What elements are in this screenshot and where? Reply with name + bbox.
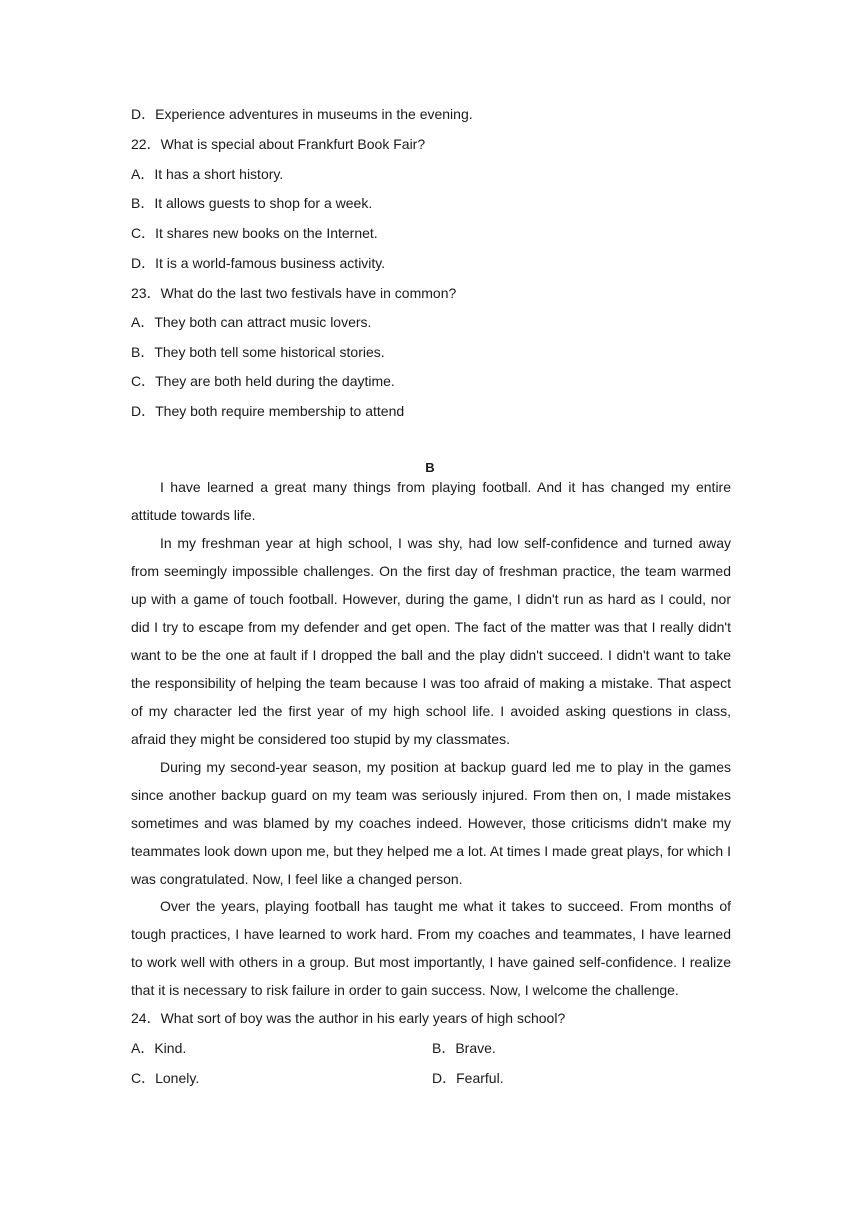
section-heading: B: [425, 460, 435, 475]
question-23: 23．What do the last two festivals have in common?: [131, 285, 457, 301]
option-22b: B．It allows guests to shop for a week.: [131, 195, 373, 211]
option-23b: B．They both tell some historical stories.: [131, 344, 385, 360]
option-23a: A．They both can attract music lovers.: [131, 314, 372, 330]
option-24c: C．Lonely.: [131, 1070, 200, 1086]
option-23d: D．They both require membership to attend: [131, 403, 405, 419]
option-23c: C．They are both held during the daytime.: [131, 373, 395, 389]
option-21d: D．Experience adventures in museums in the evening.: [131, 106, 473, 122]
option-22c: C．It shares new books on the Internet.: [131, 225, 378, 241]
option-24d: D．Fearful.: [432, 1070, 504, 1086]
passage-paragraph: In my freshman year at high school, I was shy, had low self-confidence and turned away from seemingly impossible challenges. On the first day of freshman practice, the team warmed up with a game of touch football. However, during the game, I didn't run as hard as I could, nor did I try to escape from my defender and get open. The fact of the matter was that I really didn't want to be the one at fault if I dropped the ball and the play didn't succeed. I didn't want to take the responsibility of helping the team because I was too afraid of making a mistake. That aspect of my character led the first year of my high school life. I avoided asking questions in class, afraid they might be considered too stupid by my classmates.: [131, 535, 731, 747]
option-24a: A．Kind.: [131, 1040, 187, 1056]
passage-paragraph: Over the years, playing football has taught me what it takes to succeed. From months of tough practices, I have learned to work hard. From my coaches and teammates, I have learned to work well with others in a group. But most importantly, I have gained self-confidence. I realize that it is necessary to risk failure in order to gain success. Now, I welcome the challenge.: [131, 898, 731, 998]
passage-paragraph: I have learned a great many things from playing football. And it has changed my entire attitude towards life.: [131, 479, 731, 523]
option-22a: A．It has a short history.: [131, 166, 284, 182]
question-22: 22．What is special about Frankfurt Book Fair?: [131, 136, 426, 152]
option-22d: D．It is a world-famous business activity.: [131, 255, 386, 271]
question-24: 24．What sort of boy was the author in his early years of high school?: [131, 1010, 566, 1026]
option-24b: B．Brave.: [432, 1040, 496, 1056]
passage-paragraph: During my second-year season, my position at backup guard led me to play in the games since another backup guard on my team was seriously injured. From then on, I made mistakes sometimes and was blamed by my coaches indeed. However, those criticisms didn't make my teammates look down upon me, but they helped me a lot. At times I made great plays, for which I was congratulated. Now, I feel like a changed person.: [131, 759, 731, 887]
